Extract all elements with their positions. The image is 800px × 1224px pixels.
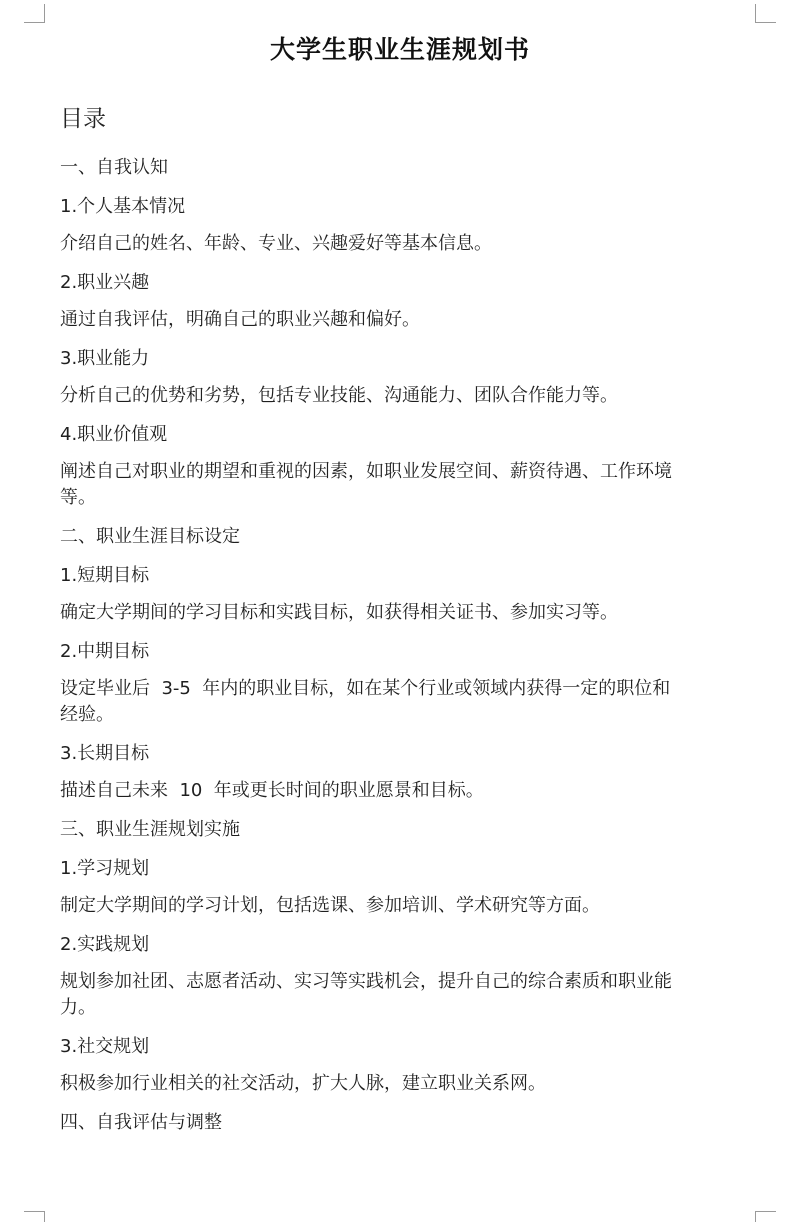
toc-description: 分析自己的优势和劣势，包括专业技能、沟通能力、团队合作能力等。 (60, 385, 618, 406)
toc-subsection-heading: 2.职业兴趣 (60, 272, 150, 293)
toc-subsection-heading: 4.职业价值观 (60, 424, 168, 445)
toc-description: 积极参加行业相关的社交活动，扩大人脉，建立职业关系网。 (60, 1073, 546, 1094)
toc-description: 描述自己未来 10 年或更长时间的职业愿景和目标。 (60, 780, 484, 801)
crop-mark-top-left (24, 4, 45, 23)
toc-section-heading: 三、职业生涯规划实施 (60, 819, 240, 840)
toc-description: 阐述自己对职业的期望和重视的因素，如职业发展空间、薪资待遇、工作环境 等。 (60, 461, 672, 508)
toc-subsection-heading: 3.社交规划 (60, 1036, 150, 1057)
toc-description: 设定毕业后 3-5 年内的职业目标，如在某个行业或领域内获得一定的职位和 经验。 (60, 678, 671, 725)
toc-subsection-heading: 1.个人基本情况 (60, 196, 186, 217)
toc-section-heading: 二、职业生涯目标设定 (60, 526, 240, 547)
toc-heading: 目录 (60, 106, 106, 132)
toc-description: 规划参加社团、志愿者活动、实习等实践机会，提升自己的综合素质和职业能 力。 (60, 971, 672, 1018)
toc-subsection-heading: 3.长期目标 (60, 743, 150, 764)
toc-subsection-heading: 1.短期目标 (60, 565, 150, 586)
toc-content (60, 155, 760, 1149)
toc-subsection-heading: 2.实践规划 (60, 934, 150, 955)
crop-mark-top-right (755, 4, 776, 23)
toc-subsection-heading: 1.学习规划 (60, 858, 150, 879)
crop-mark-bottom-right (755, 1211, 776, 1222)
toc-description: 通过自我评估，明确自己的职业兴趣和偏好。 (60, 309, 420, 330)
toc-subsection-heading: 3.职业能力 (60, 348, 150, 369)
toc-section-heading: 四、自我评估与调整 (60, 1112, 222, 1133)
toc-description: 介绍自己的姓名、年龄、专业、兴趣爱好等基本信息。 (60, 233, 492, 254)
toc-section-heading: 一、自我认知 (60, 157, 168, 178)
toc-description: 制定大学期间的学习计划，包括选课、参加培训、学术研究等方面。 (60, 895, 600, 916)
toc-subsection-heading: 2.中期目标 (60, 641, 150, 662)
document-title: 大学生职业生涯规划书 (269, 35, 530, 64)
toc-description: 确定大学期间的学习目标和实践目标，如获得相关证书、参加实习等。 (60, 602, 618, 623)
crop-mark-bottom-left (24, 1211, 45, 1222)
